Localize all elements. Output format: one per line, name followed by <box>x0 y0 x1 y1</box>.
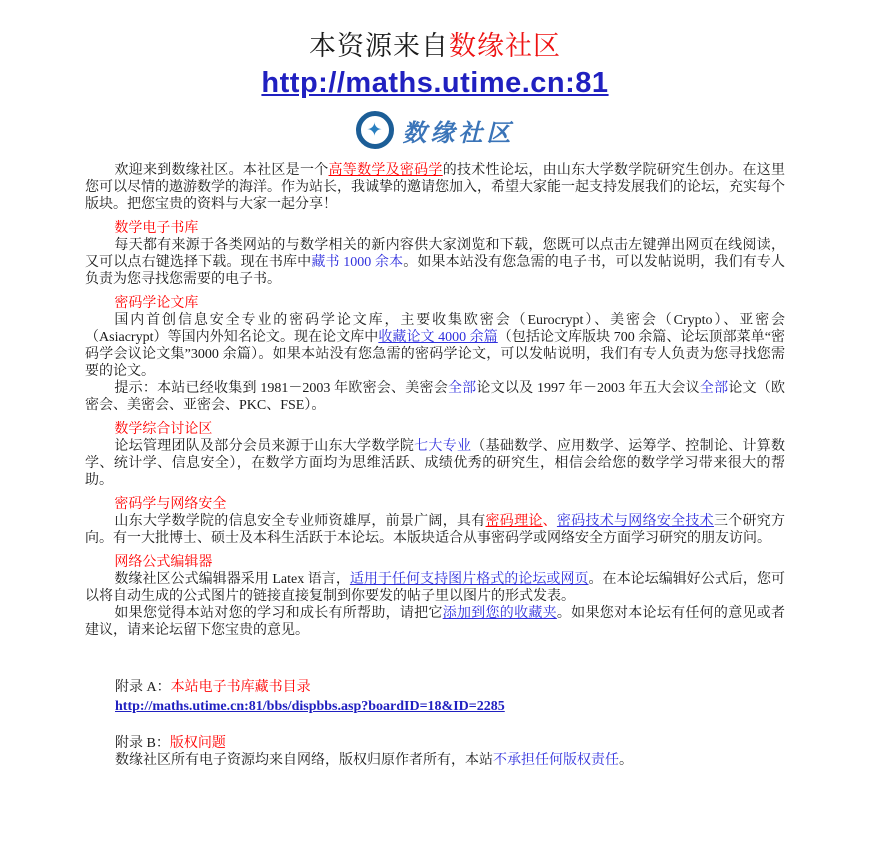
appendix <box>85 679 785 769</box>
text-run: 。在本论坛编辑好公式后，您可以将自动生成的公式图片的链接直接复制到你要发的帖子里以图片的形式发表。 <box>85 572 786 604</box>
section-paragraph <box>85 237 785 288</box>
appendix-b-heading <box>115 735 785 752</box>
text-run: 山东大学数学院的信息安全专业师资雄厚，前景广阔，具有 <box>114 514 486 529</box>
page-title <box>85 30 785 62</box>
text-run: 数缘社区所有电子资源均来自网络，版权归原作者所有，本站 <box>115 753 493 768</box>
section-paragraph <box>85 380 785 414</box>
text-run: 七大专业 <box>414 439 472 454</box>
text-run: 全部 <box>699 381 729 396</box>
appendix-b-title: 版权问题 <box>169 736 226 751</box>
text-run: 论坛管理团队及部分会员来源于山东大学数学院 <box>114 439 415 454</box>
section-paragraph <box>85 571 785 605</box>
text-run: 。如果本站没有您急需的电子书，可以发帖说明，我们有专人负责为您寻找您需要的电子书。 <box>85 255 786 287</box>
section-heading: 密码学论文库 <box>114 296 199 311</box>
text-run: 、 <box>542 514 557 529</box>
appendix-a <box>115 679 785 715</box>
appendix-a-title: 本站电子书库藏书目录 <box>170 680 311 695</box>
document-body <box>85 162 785 639</box>
site-url-link[interactable]: http://maths.utime.cn:81 <box>261 67 609 99</box>
site-logo <box>85 110 785 150</box>
inline-link[interactable]: 收藏论文 4000 余篇 <box>378 330 498 345</box>
title-prefix: 本资源来自 <box>309 31 449 61</box>
text-run: （包括论文库版块 700 余篇、论坛顶部菜单“密码学会议论文集”3000 余篇）。如果本站没有您急需的密码学论文，可以发帖说明，我们有专人负责为您寻找您需要的论文。 <box>85 330 786 379</box>
inline-link[interactable]: 密码理论 <box>485 514 543 529</box>
text-run: 欢迎来到数缘社区。本社区是一个 <box>114 163 329 178</box>
section-heading: 数学电子书库 <box>114 221 199 236</box>
text-run: 每天都有来源于各类网站的与数学相关的新内容供大家浏览和下载，您既可以点击左键弹出网页在线阅读，又可以点右键选择下载。现在书库中 <box>85 238 785 270</box>
section <box>85 496 785 547</box>
appendix-b-label: 附录 B： <box>115 736 170 751</box>
closing-paragraph <box>85 605 785 639</box>
text-run: 。 <box>619 753 633 768</box>
intro-paragraph <box>85 162 785 213</box>
text-run: 提示：本站已经收集到 1981－2003 年欧密会、美密会 <box>114 381 448 396</box>
sections-container <box>85 220 785 605</box>
text-run: 如果您觉得本站对您的学习和成长有所帮助，请把它 <box>114 606 443 621</box>
section <box>85 220 785 288</box>
site-url-line <box>85 65 785 106</box>
text-run: 藏书 1000 余本 <box>311 255 404 270</box>
text-run: 不承担任何版权责任 <box>493 753 619 768</box>
section <box>85 295 785 414</box>
section-heading: 数学综合讨论区 <box>114 422 213 437</box>
text-run: 的技术性论坛，由山东大学数学院研究生创办。在这里您可以尽情的遨游数学的海洋。作为站长，我诚挚的邀请您加入，希望大家能一起支持发展我们的论坛，充实每个版块。把您宝贵的资料与大家一起分享！ <box>85 163 786 212</box>
inline-link[interactable]: 密码技术与网络安全技术 <box>556 514 714 529</box>
text-run: 论文（欧密会、美密会、亚密会、PKC、FSE）。 <box>85 381 786 413</box>
section-paragraph <box>85 438 785 489</box>
appendix-a-link[interactable]: http://maths.utime.cn:81/bbs/dispbbs.asp?boardID=18&ID=2285 <box>115 699 505 714</box>
text-run: 全部 <box>447 381 477 396</box>
text-run: 。如果您对本论坛有任何的意见或者建议，请来论坛留下您宝贵的意见。 <box>85 606 786 638</box>
section-paragraph <box>85 513 785 547</box>
inline-link[interactable]: 适用于任何支持图片格式的论坛或网页 <box>349 572 589 587</box>
text-run: 三个研究方向。有一大批博士、硕士及本科生活跃于本论坛。本版块适合从事密码学或网络安全方面学习研究的朋友访问。 <box>85 514 786 546</box>
section-heading: 密码学与网络安全 <box>114 497 227 512</box>
section-heading: 网络公式编辑器 <box>114 555 213 570</box>
section <box>85 421 785 489</box>
inline-link[interactable]: 高等数学及密码学 <box>328 163 443 178</box>
text-run: 国内首创信息安全专业的密码学论文库，主要收集欧密会（Eurocrypt）、美密会（Crypto）、亚密会（Asiacrypt）等国内外知名论文。现在论文库中 <box>85 313 785 345</box>
text-run: 论文以及 1997 年－2003 年五大会议 <box>476 381 700 396</box>
appendix-a-label: 附录 A： <box>115 680 171 695</box>
logo-text: 数缘社区 <box>402 117 515 147</box>
text-run: 数缘社区公式编辑器采用 Latex 语言， <box>114 572 350 587</box>
compass-star-icon: ✦ <box>356 111 394 149</box>
appendix-a-heading <box>115 679 785 696</box>
appendix-b-body <box>115 752 785 769</box>
title-highlight: 数缘社区 <box>449 31 561 61</box>
appendix-b <box>115 735 785 769</box>
text-run: （基础数学、应用数学、运筹学、控制论、计算数学、统计学、信息安全），在数学方面均为思维活跃、成绩优秀的研究生，相信会给您的数学学习带来很大的帮助。 <box>85 439 786 488</box>
section <box>85 554 785 605</box>
inline-link[interactable]: 添加到您的收藏夹 <box>442 606 557 621</box>
section-paragraph <box>85 312 785 380</box>
